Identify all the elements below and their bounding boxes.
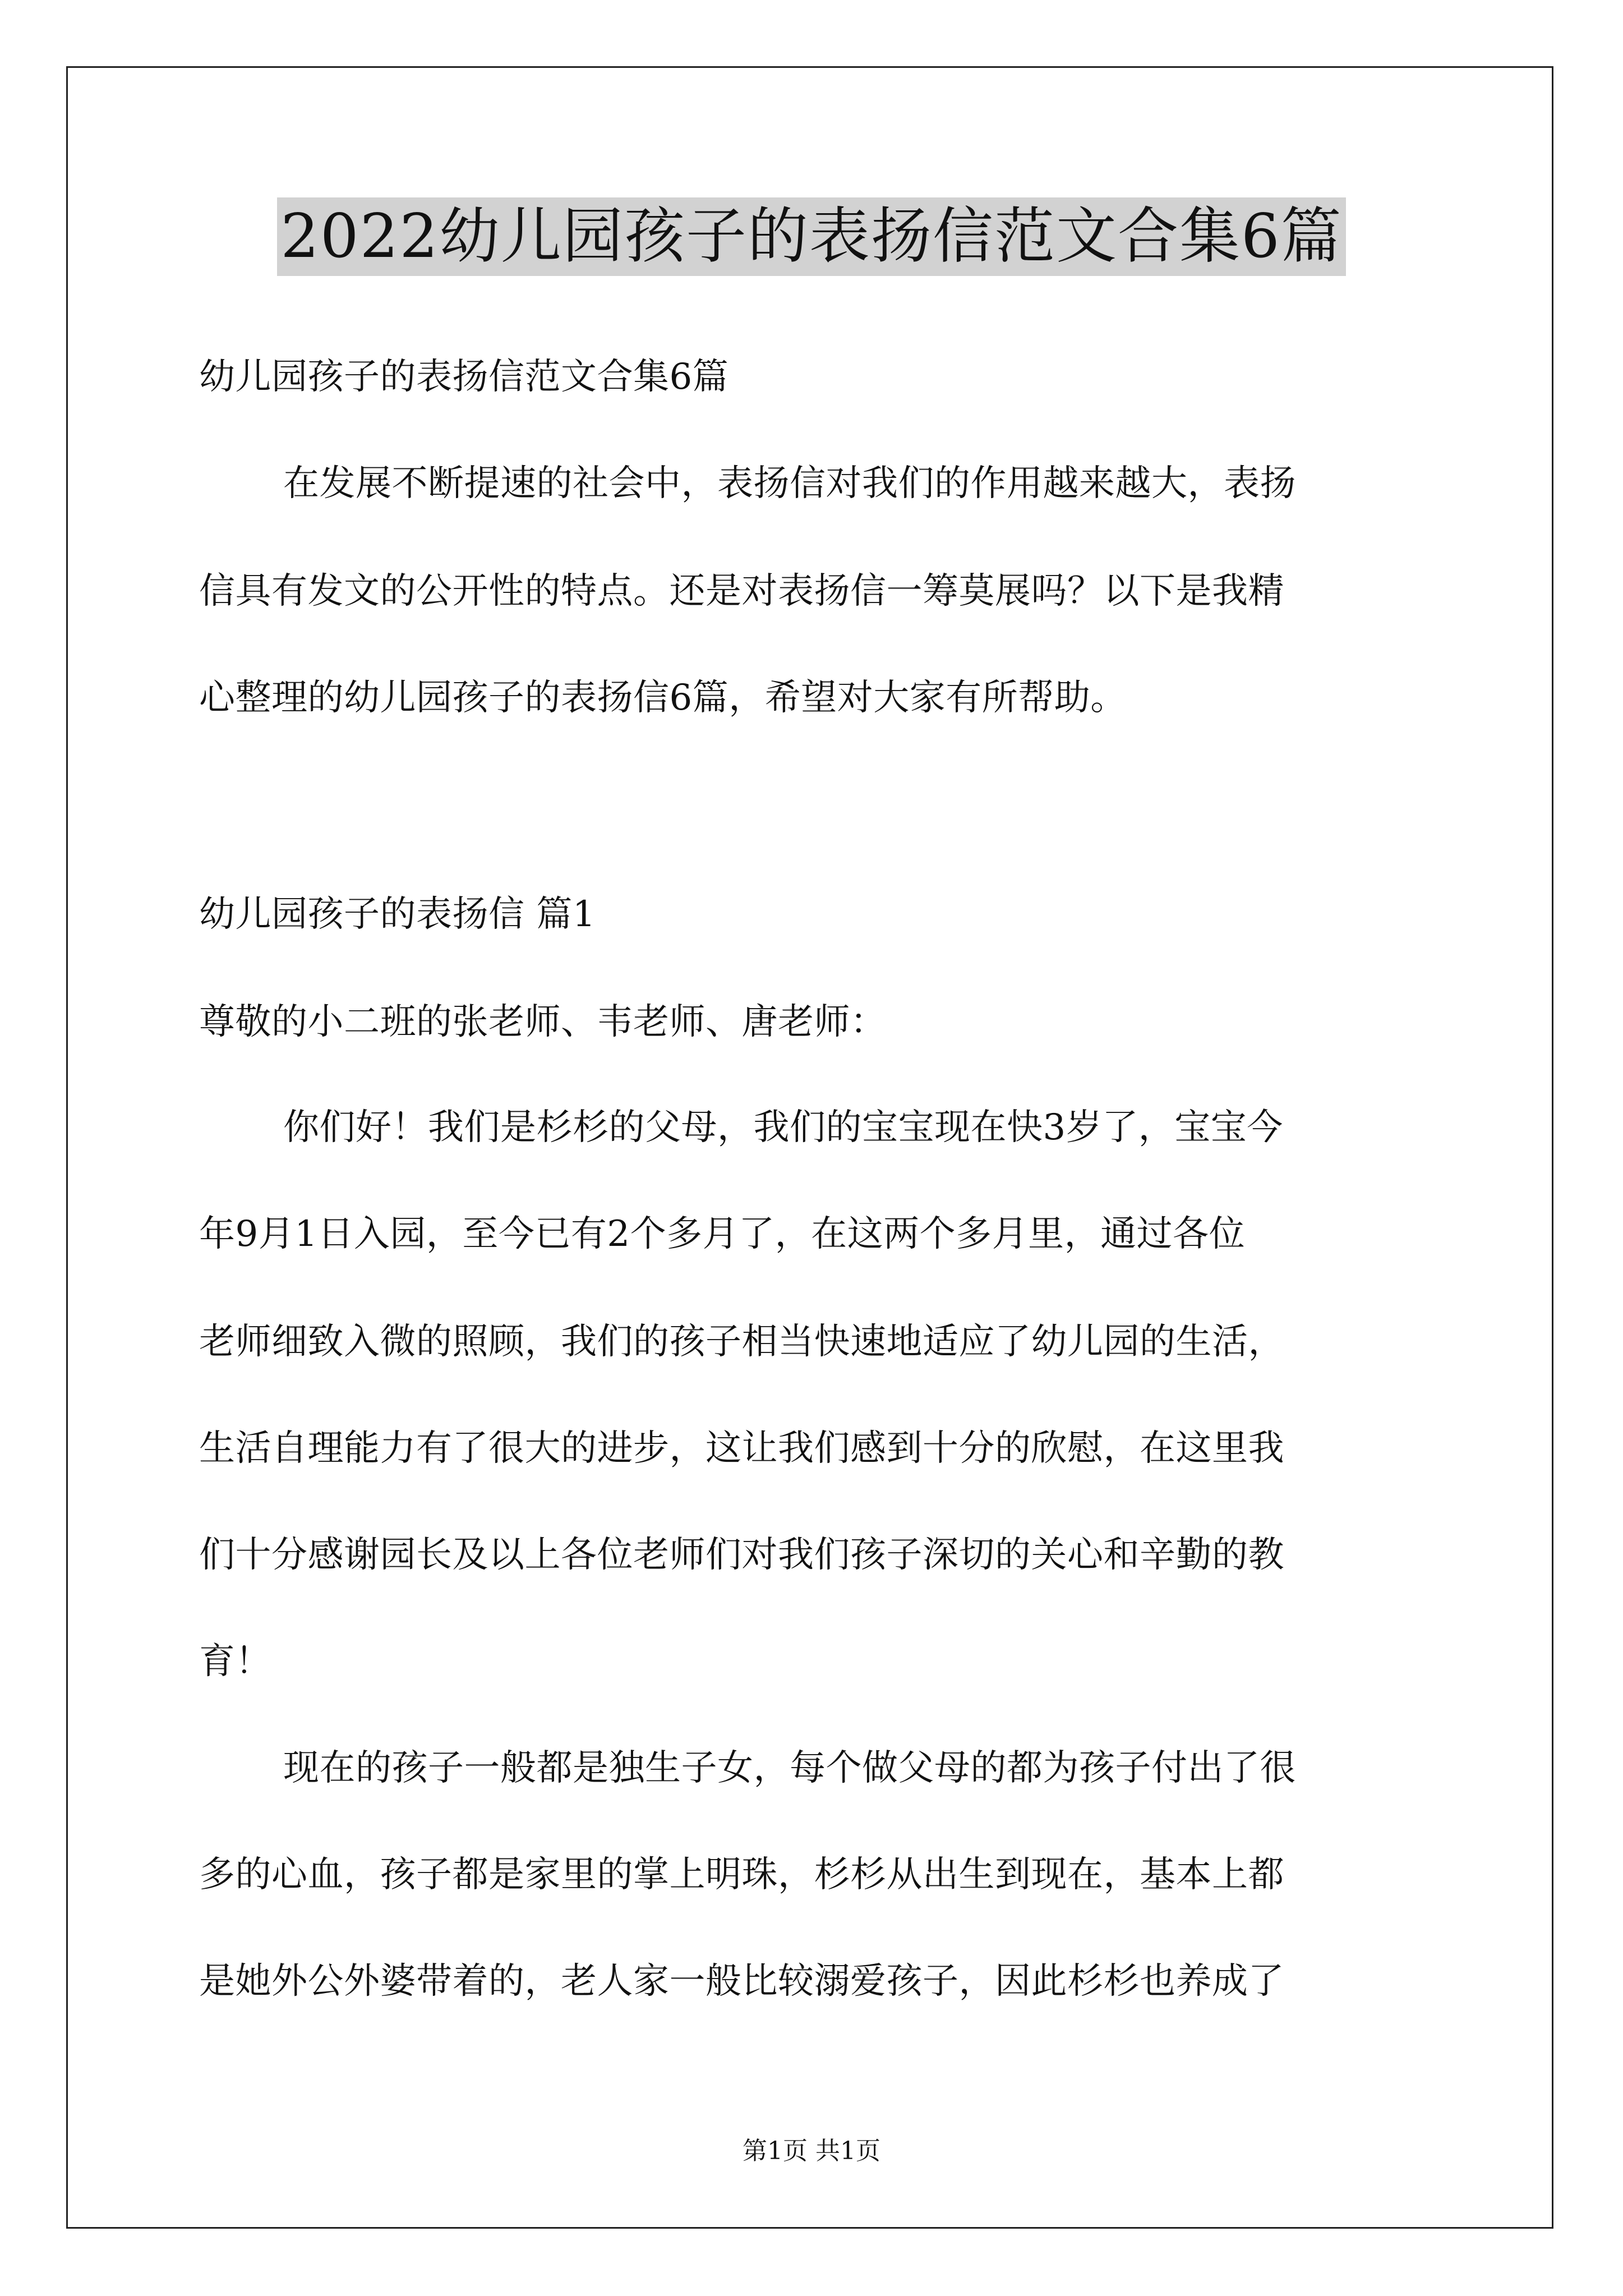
- intro-line: 心整理的幼儿园孩子的表扬信6篇，希望对大家有所帮助。: [199, 677, 1127, 719]
- paragraph-line: 育！: [199, 1641, 271, 1682]
- paragraph-line: 生活自理能力有了很大的进步，这让我们感到十分的欣慰，在这里我: [199, 1428, 1284, 1469]
- intro-line: 在发展不断提速的社会中，表扬信对我们的作用越来越大，表扬: [283, 463, 1296, 504]
- subtitle: 幼儿园孩子的表扬信范文合集6篇: [199, 356, 729, 398]
- paragraph-line: 老师细致入微的照顾，我们的孩子相当快速地适应了幼儿园的生活，: [199, 1321, 1284, 1363]
- section-heading: 幼儿园孩子的表扬信 篇1: [199, 894, 596, 935]
- paragraph-line: 现在的孩子一般都是独生子女，每个做父母的都为孩子付出了很: [283, 1747, 1296, 1789]
- paragraph-line: 是她外公外婆带着的，老人家一般比较溺爱孩子，因此杉杉也养成了: [199, 1961, 1284, 2002]
- paragraph-line: 你们好！我们是杉杉的父母，我们的宝宝现在快3岁了，宝宝今: [283, 1107, 1283, 1148]
- paragraph-line: 年9月1日入园，至今已有2个多月了，在这两个多月里，通过各位: [199, 1213, 1246, 1255]
- page-footer: 第1页 共1页: [743, 2137, 880, 2165]
- paragraph-line: 多的心血，孩子都是家里的掌上明珠，杉杉从出生到现在，基本上都: [199, 1854, 1284, 1895]
- document-title: 2022幼儿园孩子的表扬信范文合集6篇: [277, 197, 1346, 276]
- salutation: 尊敬的小二班的张老师、韦老师、唐老师：: [199, 1001, 887, 1043]
- title-wrap: [0, 197, 1623, 276]
- paragraph-line: 们十分感谢园长及以上各位老师们对我们孩子深切的关心和辛勤的教: [199, 1534, 1284, 1576]
- intro-line: 信具有发文的公开性的特点。还是对表扬信一筹莫展吗？以下是我精: [199, 570, 1284, 612]
